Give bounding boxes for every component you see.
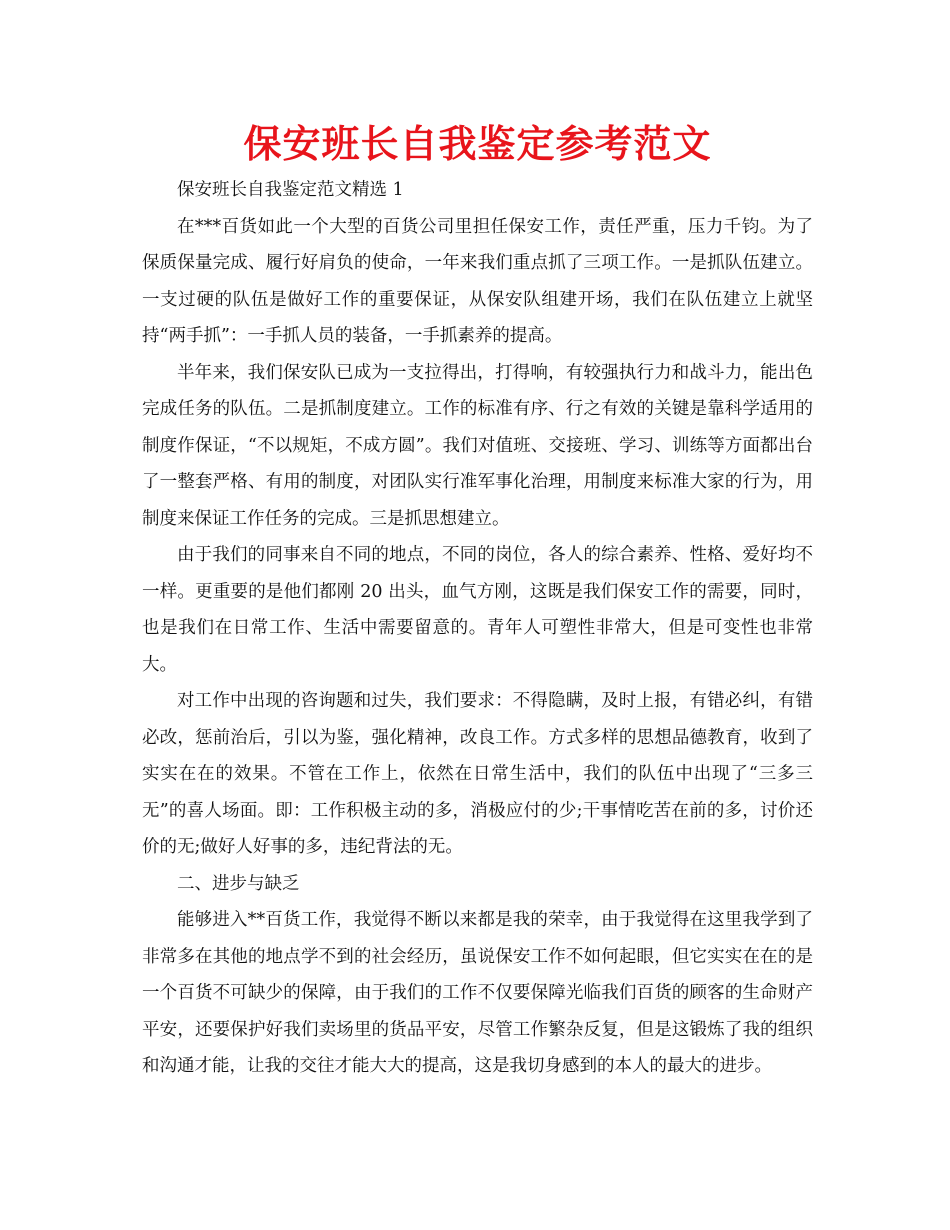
- section-heading: 二、进步与缺乏: [177, 873, 300, 894]
- paragraph-2: 半年来，我们保安队已成为一支拉得出，打得响，有较强执行力和战斗力，能出色完成任务的队伍。二是抓制度建立。工作的标准有序、行之有效的关键是靠科学适用的制度作保证，“不以规矩，不成方圆”。我们对值班、交接班、学习、训练等方面都出台了一整套严格、有用的制度，对团队实行准军事化治理，用制度来标准大家的行为，用制度来保证工作任务的完成。三是抓思想建立。: [142, 362, 813, 529]
- document-page: [142, 118, 813, 1085]
- paragraph-5: 能够进入**百货工作，我觉得不断以来都是我的荣幸，由于我觉得在这里我学到了非常多在其他的地点学不到的社会经历，虽说保安工作不如何起眼，但它实实在在的是一个百货不可缺少的保障，由于我们的工作不仅要保障光临我们百货的顾客的生命财产平安，还要保护好我们卖场里的货品平安，尽管工作繁杂反复，但是这锻炼了我的组织和沟通才能，让我的交往才能大大的提高，这是我切身感到的本人的最大的进步。: [142, 910, 813, 1076]
- paragraph-1: 在***百货如此一个大型的百货公司里担任保安工作，责任严重，压力千钧。为了保质保量完成、履行好肩负的使命，一年来我们重点抓了三项工作。一是抓队伍建立。一支过硬的队伍是做好工作的重要保证，从保安队组建开场，我们在队伍建立上就坚持“两手抓”：一手抓人员的装备，一手抓素养的提高。: [142, 216, 813, 346]
- document-subtitle: 保安班长自我鉴定范文精选 1: [177, 180, 404, 200]
- document-title: 保安班长自我鉴定参考范文: [243, 122, 712, 166]
- paragraph-4: 对工作中出现的咨询题和过失，我们要求：不得隐瞒，及时上报，有错必纠，有错必改，惩前治后，引以为鉴，强化精神，改良工作。方式多样的思想品德教育，收到了实实在在的效果。不管在工作上，依然在日常生活中，我们的队伍中出现了“三多三无”的喜人场面。即：工作积极主动的多，消极应付的少;干事情吃苦在前的多，讨价还价的无;做好人好事的多，违纪背法的无。: [142, 691, 813, 857]
- paragraph-3: 由于我们的同事来自不同的地点，不同的岗位，各人的综合素养、性格、爱好均不一样。更重要的是他们都刚 20 出头，血气方刚，这既是我们保安工作的需要，同时，也是我们在日常工作、生活中需要留意的。青年人可塑性非常大，但是可变性也非常大。: [142, 545, 813, 675]
